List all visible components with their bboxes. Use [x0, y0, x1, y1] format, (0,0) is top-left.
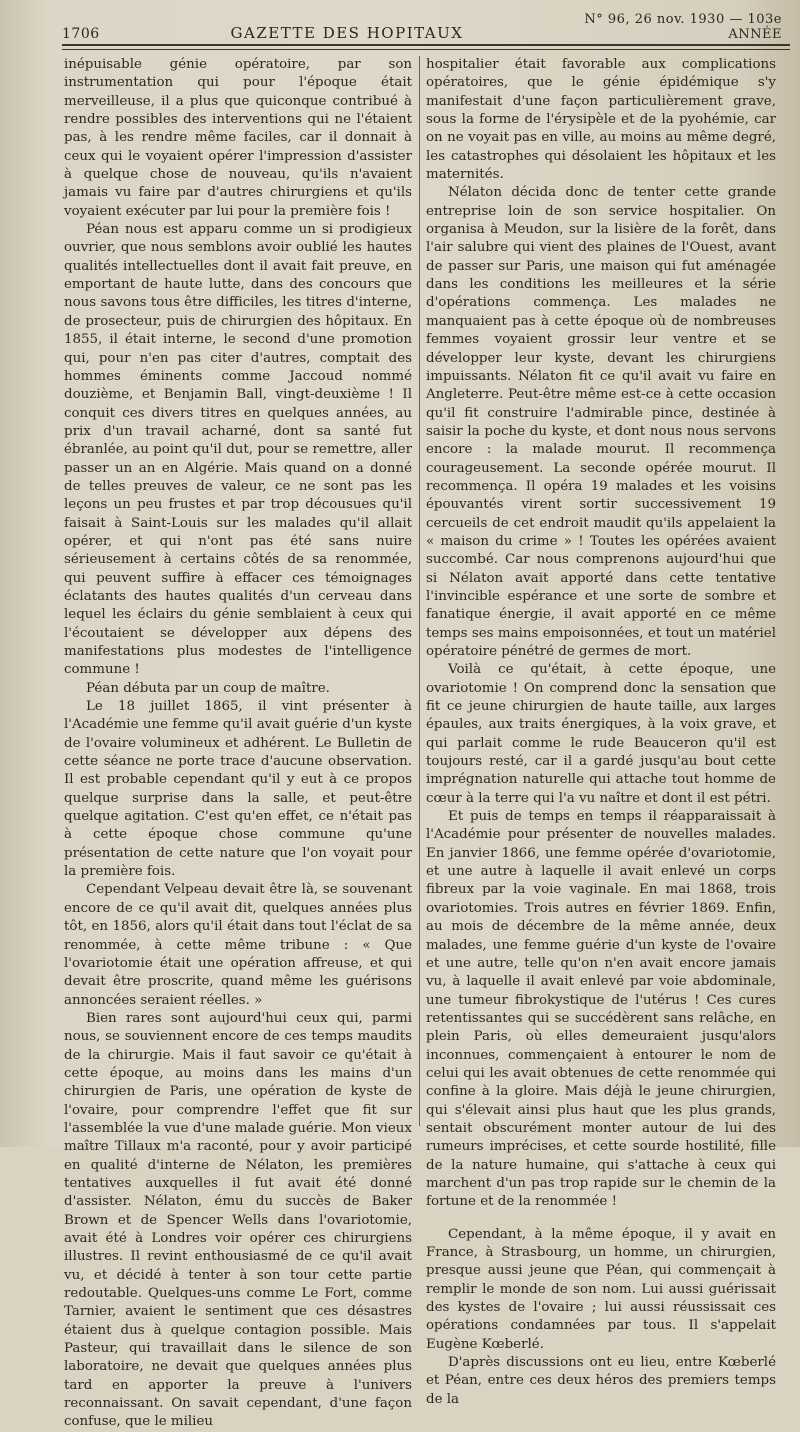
- paragraph: inépuisable génie opératoire, par son instrumentation qui pour l'époque était merveilleuse, il a plus que quiconque contribué à rendre possibles des interventions qui ne l'étaient pas, à les rendre même faciles, car il donnait à ceux qui le voyaient opérer l'impression d'assister à quelque chose de nouveau, qu'ils n'avaient jamais vu faire par d'autres chirurgiens et qu'ils voyaient exécuter par lui pour la première fois !: [64, 57, 412, 219]
- journal-title: GAZETTE DES HOPITAUX: [230, 24, 464, 42]
- paragraph: Le 18 juillet 1865, il vint présenter à l'Académie une femme qu'il avait guérie d'un kyste de l'ovaire volumineux et adhérent. Le Bulletin de cette séance ne porte trace d'aucune observation. Il est probable cependant qu'il y eut à ce propos quelque surprise dans la salle, et peut-être quelque agitation. C'est qu'en effet, ce n'était pas à cette époque chose commune qu'une présentation de cette nature que l'on voyait pour la première fois.: [64, 699, 412, 880]
- paragraph: Nélaton décida donc de tenter cette grande entreprise loin de son service hospitalier. On organisa à Meudon, sur la lisière de la forêt, dans l'air salubre qui vient des plaines de l'Ouest, avant de passer sur Paris, une maison qui fut aménagée dans les conditions les meilleures et la série d'opérations commença. Les malades ne manquaient pas à cette époque où de nombreuses femmes voyaient grossir leur ventre et se développer leur kyste, devant les chirurgiens impuissants. Nélaton fit ce qu'il avait vu faire en Angleterre. Peut-être même est-ce à cette occasion qu'il fit construire l'admirable pince, destinée à saisir la poche du kyste, et dont nous nous servons encore : la malade mourut. Il recommença courageusement. La seconde opérée mourut. Il recommença. Il opéra 19 malades et les voisins épouvantés virent sortir successivement 19 cercueils de cet endroit maudit qu'ils appelaient la « maison du crime » ! Toutes les opérées avaient succombé. Car nous comprenons aujourd'hui que si Nélaton avait apporté dans cette tentative l'invincible espérance et une sorte de sombre et fanatique énergie, il avait apporté en ce même temps ses mains empoisonnées, et tout un matériel opératoire pénétré de germes de mort.: [426, 185, 776, 659]
- header-rule: [62, 44, 790, 50]
- right-column: [426, 56, 776, 1407]
- paragraph: Cependant, à la même époque, il y avait en France, à Strasbourg, un homme, un chirurgien, presque aussi jeune que Péan, qui commençait à remplir le monde de son nom. Lui aussi guérissait des kystes de l'ovaire ; lui aussi réussissait ces opérations condamnées par tous. Il s'appelait Eugène Kœberlé.: [426, 1226, 776, 1352]
- paragraph: D'après discussions ont eu lieu, entre Kœberlé et Péan, entre ces deux héros des premiers temps de la: [426, 1355, 776, 1407]
- page-header: [62, 14, 782, 42]
- paragraph: Péan débuta par un coup de maître.: [86, 680, 330, 696]
- issue-info: N° 96, 26 nov. 1930 — 103e ANNÉE: [584, 12, 782, 42]
- paragraph: Cependant Velpeau devait être là, se souvenant encore de ce qu'il avait dit, quelques années plus tôt, en 1856, alors qu'il était dans tout l'éclat de sa renommée, à cette même tribune : « Que l'ovariotomie était une opération affreuse, et qui devait être proscrite, quand même les guérisons annoncées seraient réelles. »: [64, 882, 412, 1008]
- paragraph: Et puis de temps en temps il réapparaissait à l'Académie pour présenter de nouvelles malades. En janvier 1866, une femme opérée d'ovariotomie, et une autre à laquelle il avait enlevé un corps fibreux par la voie vaginale. En mai 1868, trois ovariotomies. Trois autres en février 1869. Enfin, au mois de décembre de la même année, deux malades, une femme guérie d'un kyste de l'ovaire et une autre, telle qu'on n'en avait encore jamais vu, à laquelle il avait enlevé par voie abdominale, une tumeur fibrokystique de l'utérus ! Ces cures retentissantes qui se succédèrent sans relâche, en plein Paris, où elles demeuraient jusqu'alors inconnues, commençaient à entourer le nom de celui qui les avait obtenues de cette renommée qui confine à la gloire. Mais déjà le jeune chirurgien, qui s'élevait ainsi plus haut que les plus grands, sentait obscurément monter autour de lui des rumeurs imprécises, et cette sourde hostilité, fille de la nature humaine, qui s'attache à ceux qui marchent d'un pas trop rapide sur le chemin de la fortune et de la renommée !: [426, 809, 776, 1210]
- paragraph: Péan nous est apparu comme un si prodigieux ouvrier, que nous semblons avoir oublié les hautes qualités intellectuelles dont il avait fait preuve, en emportant de haute lutte, dans des concours que nous savons tous être difficiles, les titres d'interne, de prosecteur, puis de chirurgien des hôpitaux. En 1855, il était interne, le second d'une promotion qui, pour n'en pas citer d'autres, comptait des hommes éminents comme Jaccoud nommé douzième, et Benjamin Ball, vingt-deuxième ! Il conquit ces divers titres en quelques années, au prix d'un travail acharné, dont sa santé fut ébranlée, au point qu'il dut, pour se remettre, aller passer un an en Algérie. Mais quand on a donné de telles preuves de valeur, ce ne sont pas les leçons un peu frustes et par trop décousues qu'il faisait à Saint-Louis sur les malades qu'il allait opérer, et qui n'ont pas été sans nuire sérieusement à certains côtés de sa renommée, qui peuvent suffire à effacer ces témoignages éclatants des hautes qualités d'un cerveau dans lequel les éclairs du génie semblaient à ceux qui l'écoutaient se développer aux dépens des manifestations plus modestes de l'intelligence commune !: [64, 222, 412, 678]
- page-number: 1706: [62, 26, 100, 42]
- paragraph: Bien rares sont aujourd'hui ceux qui, parmi nous, se souviennent encore de ces temps maudits de la chirurgie. Mais il faut savoir ce qu'était à cette époque, au moins dans les mains d'un chirurgien de Paris, une opération de kyste de l'ovaire, pour comprendre l'effet que fit sur l'assemblée la vue d'une malade guérie. Mon vieux maître Tillaux m'a raconté, pour y avoir participé en qualité d'interne de Nélaton, les premières tentatives auxquelles il fut avait été donné d'assister. Nélaton, ému du succès de Baker Brown et de Spencer Wells dans l'ovariotomie, avait été à Londres voir opérer ces chirurgiens illustres. Il revint enthousiasmé de ce qu'il avait vu, et décidé à tenter à son tour cette partie redoutable. Quelques-uns comme Le Fort, comme Tarnier, avaient le sentiment que ces désastres étaient dus à quelque contagion possible. Mais Pasteur, qui travaillait dans le silence de son laboratoire, ne devait que quelques années plus tard en apporter la preuve à l'univers reconnaissant. On savait cependant, d'une façon confuse, que le milieu: [64, 1010, 412, 1430]
- paragraph: hospitalier était favorable aux complications opératoires, que le génie épidémique s'y manifestait d'une façon particulièrement grave, sous la forme de l'érysipèle et de la pyohémie, car on ne voyait pas en ville, au moins au même degré, les catastrophes qui désolaient les hôpitaux et les maternités.: [426, 57, 776, 183]
- column-divider: [419, 56, 420, 1126]
- paragraph: Voilà ce qu'était, à cette époque, une ovariotomie ! On comprend donc la sensation que fit ce jeune chirurgien de haute taille, aux larges épaules, aux traits énergiques, à la voix grave, et qui parlait comme le rude Beauceron qu'il est toujours resté, car il a gardé jusqu'au bout cette imprégnation naturelle qui attache tout homme de cœur à la terre qui l'a vu naître et dont il est pétri.: [426, 662, 776, 806]
- left-column: [64, 56, 412, 1430]
